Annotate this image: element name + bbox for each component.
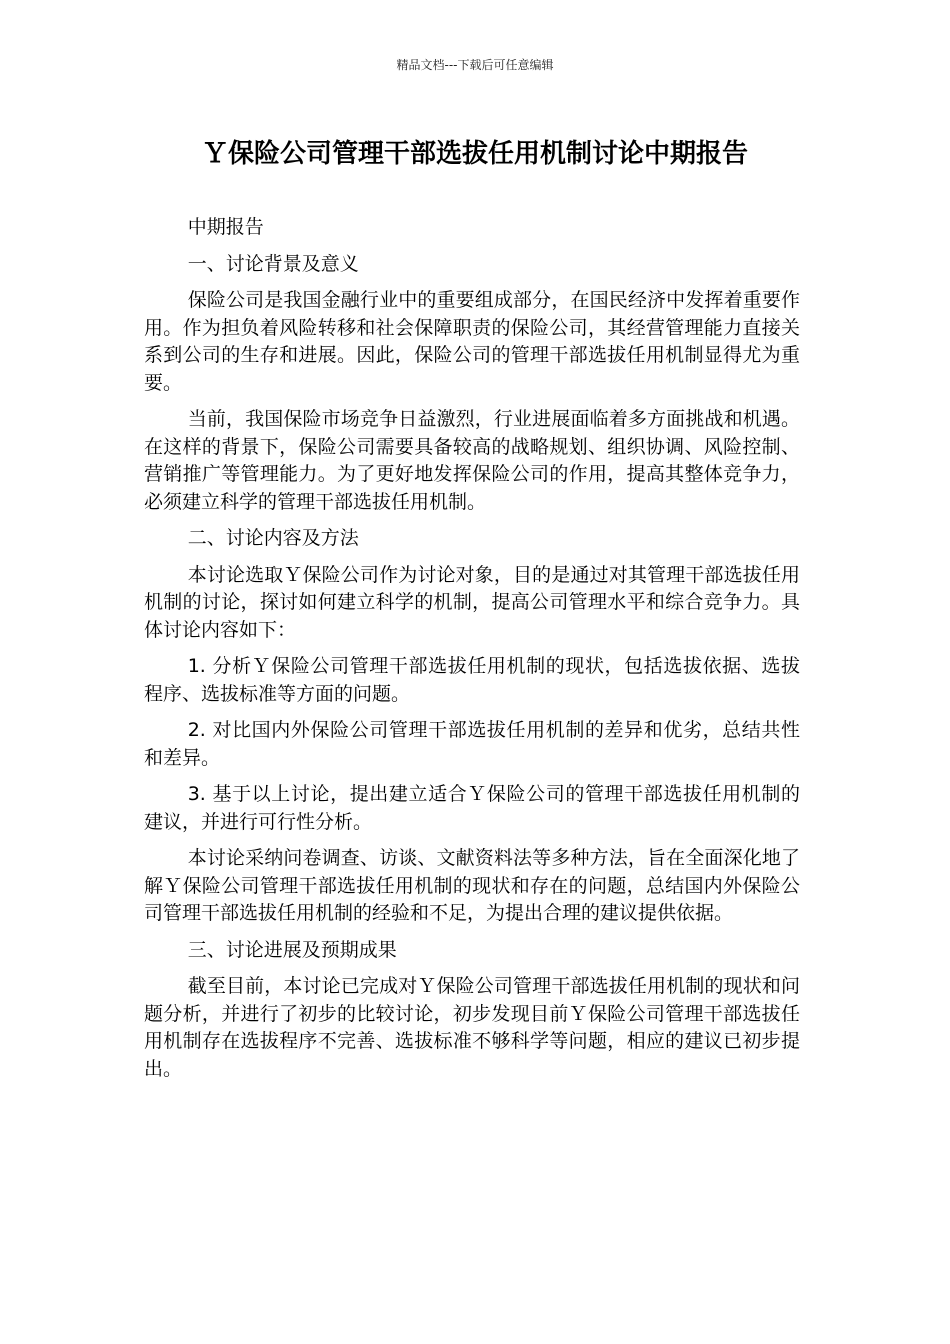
list-item-content-2: 2. 对比国内外保险公司管理干部选拔任用机制的差异和优劣，总结共性和差异。 bbox=[144, 719, 800, 769]
section-label-interim-report: 中期报告 bbox=[187, 216, 264, 238]
list-item-content-3: 3. 基于以上讨论，提出建立适合Ｙ保险公司的管理干部选拔任用机制的建议，并进行可行性分析。 bbox=[144, 783, 800, 833]
paragraph-background-1: 保险公司是我国金融行业中的重要组成部分，在国民经济中发挥着重要作用。作为担负着风险转移和社会保障职责的保险公司，其经营管理能力直接关系到公司的生存和进展。因此，保险公司的管理干部选拔任用机制显得尤为重要。 bbox=[144, 289, 800, 394]
paragraph-progress: 截至目前，本讨论已完成对Ｙ保险公司管理干部选拔任用机制的现状和问题分析，并进行了初步的比较讨论，初步发现目前Ｙ保险公司管理干部选拔任用机制存在选拔程序不完善、选拔标准不够科学等问题，相应的建议已初步提出。 bbox=[144, 975, 800, 1080]
paragraph-content-intro: 本讨论选取Ｙ保险公司作为讨论对象，目的是通过对其管理干部选拔任用机制的讨论，探讨如何建立科学的机制，提高公司管理水平和综合竞争力。具体讨论内容如下： bbox=[144, 563, 800, 641]
section-heading-background: 一、讨论背景及意义 bbox=[187, 252, 359, 275]
document-title: Ｙ保险公司管理干部选拔任用机制讨论中期报告 bbox=[201, 139, 748, 169]
list-item-content-1: 1. 分析Ｙ保险公司管理干部选拔任用机制的现状，包括选拔依据、选拔程序、选拔标准等方面的问题。 bbox=[144, 655, 800, 705]
document-body bbox=[144, 214, 800, 1092]
page-header-note: 精品文档---下载后可任意编辑 bbox=[396, 58, 554, 72]
paragraph-methods: 本讨论采纳问卷调查、访谈、文献资料法等多种方法，旨在全面深化地了解Ｙ保险公司管理干部选拔任用机制的现状和存在的问题，总结国内外保险公司管理干部选拔任用机制的经验和不足，为提出合理的建议提供依据。 bbox=[144, 847, 800, 924]
section-heading-progress: 三、讨论进展及预期成果 bbox=[187, 938, 397, 961]
paragraph-background-2: 当前，我国保险市场竞争日益激烈，行业进展面临着多方面挑战和机遇。在这样的背景下，保险公司需要具备较高的战略规划、组织协调、风险控制、营销推广等管理能力。为了更好地发挥保险公司的作用，提高其整体竞争力，必须建立科学的管理干部选拔任用机制。 bbox=[144, 408, 800, 513]
section-heading-content-methods: 二、讨论内容及方法 bbox=[187, 527, 359, 549]
